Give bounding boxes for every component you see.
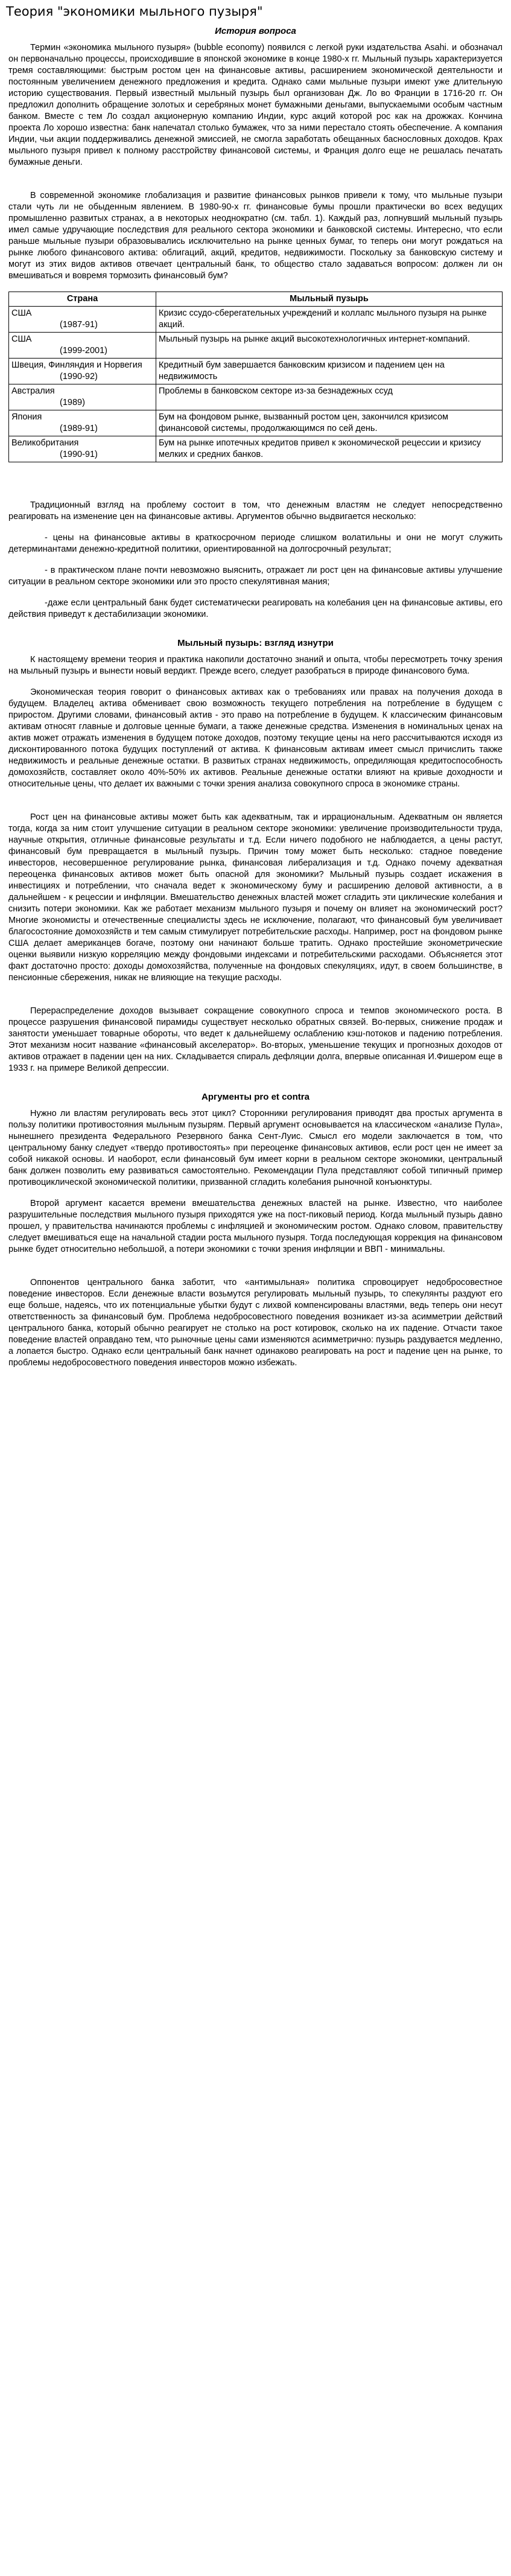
country-name: Япония <box>11 412 42 422</box>
table-row <box>9 410 503 436</box>
country-period: (1999-2001) <box>60 346 107 355</box>
country-name: Великобритания <box>11 438 79 448</box>
table-cell-country <box>9 307 156 333</box>
section-heading-history: История вопроса <box>215 26 296 36</box>
paragraph: Экономическая теория говорит о финансовых активах как о требованиях или правах на получения дохода в будущем. Владелец актива обменивает свою возможность текущего потребления на потребление в будущем с приростом. Другими словами, финансовый актив - это право на потребление в будущем. К классическим финансовым активам относят главные и долговые ценные бумаги, а также денежные средства. Изменения в номинальных ценах на актив может отражать изменения в будущем потоке доходов, поэтому текущие цены на него рассчитываются исходя из дисконтированного потока будущих поступлений от актива. К финансовым активам имеет смысл причислить также недвижимость и реальные денежные остатки. В развитых странах недвижимость, опредиляющая кредитоспособность домохозяйств, составляет около 40%-50% их активов. Реальные денежные остатки влияют на кривые доходности и относительные цены, что делает их важными с точки зрения анализа совокупного спроса в экономике страны. <box>8 687 503 789</box>
column-header-country: Страна <box>9 292 156 307</box>
paragraph: Термин «экономика мыльного пузыря» (bubble economy) появился с легкой руки издательства Asahi. и обозначал он первоначально процессы, происходившие в японской экономике в конце 1980-х гг. Мыльный пузырь характеризуется тремя составляющими: быстрым ростом цен на финансовые активы, расширением экономической деятельности и постоянным увеличением денежного предложения и кредита. Однако сами мыльные пузыри имеют уже длительную историю существования. Первый известный мыльный пузырь был организован Дж. Ло во Франции в 1716-20 гг. Он предложил дополнить обращение золотых и серебряных монет бумажными деньгами, выпускаемыми особым частным банком. Вместе с тем Ло создал акционерную компанию Индии, курс акций которой рос как на дрожжах. Кончина проекта Ло хорошо известна: банк напечатал столько бумажек, что за ними перестало стоять обеспечение. А компания Индии, чьи акции поддерживались денежной эмиссией, не смогла заработать обещанных баснословных доходов. Крах мыльного пузыря привел к полному расстройству финансовой системы, и Франция долго еще не решалась печатать бумажные деньги. <box>8 43 503 167</box>
table-row <box>9 384 503 410</box>
country-period: (1987-91) <box>60 320 98 330</box>
table-row <box>9 333 503 359</box>
bubbles-table <box>8 292 503 462</box>
paragraph: Традиционный взгляд на проблему состоит в том, что денежным властям не следует непосредственно реагировать на изменение цен на финансовые активы. Аргументов обычно выдвигается несколько: <box>8 500 503 521</box>
paragraph: Второй аргумент касается времени вмешательства денежных властей на рынке. Известно, что наиболее разрушительные последствия мыльного пузыря приходятся уже на пост-пиковый период. Когда мыльный пузырь давно прошел, у правительства начинаются проблемы с инфляцией и экономическим ростом. Однако словом, правительству следует вмешиваться еще на начальной стадии роста мыльного пузыря. Тогда последующая коррекция на финансовом рынке будет относительно небольшой, а потери экономики с точки зрения инфляции и ВВП - минимальны. <box>8 1199 503 1254</box>
table-cell-country <box>9 436 156 462</box>
table-cell-country <box>9 410 156 436</box>
table-cell-bubble: Кризис ссудо-сберегательных учреждений и коллапс мыльного пузыря на рынке акций. <box>156 307 503 333</box>
table-row <box>9 307 503 333</box>
paragraph: Рост цен на финансовые активы может быть как адекватным, так и иррациональным. Адекватным он является тогда, когда за ним стоит улучшение ситуации в реальном секторе экономики: увеличение производительности труда, научные открытия, отличные финансовые результаты и т.д. Если ничего подобного не наблюдается, а цены растут, финансовый бум превращается в мыльный пузырь. Причин тому может быть несколько: стадное поведение инвесторов, несовершенное регулирование рынка, финансовая либерализация и т.д. Однако почему адекватная переоценка финансовых активов может быть опасной для экономики? Мыльный пузырь создает искажения в инвестициях и потреблении, что сначала ведет к экономическому буму и расширению деловой активности, а в дальнейшем - к рецессии и инфляции. Вмешательство денежных властей может сгладить эти циклические колебания и снизить потери экономики. Как же работает механизм мыльного пузыря и почему он влияет на экономический рост? Многие экономисты и отечественные специалисты здесь не исключение, полагают, что финансовый бум увеличивает благосостояние домохозяйств и тем самым стимулирует потребительские расходы. Например, рост на фондовом рынке США делает американцев богаче, поэтому они начинают больше тратить. Однако простейшие эконометрические оценки выявили низкую корреляцию между фондовыми индексами и потребительскими расходами. Объясняется этот факт достаточно просто: доходы домохозяйства, полученные на фондовых спекуляциях, идут, в своем большинстве, в пенсионные сбережения, никак не влияющие на текущие расходы. <box>8 812 503 983</box>
column-header-bubble: Мыльный пузырь <box>156 292 503 307</box>
country-name: США <box>11 308 32 318</box>
paragraph: В современной экономике глобализация и развитие финансовых рынков привели к тому, что мыльные пузыри стали чуть ли не обыденным явлением. В 1980-90-х гг. финансовые бумы прошли практически во всех ведущих промышленно развитых странах, а в некоторых неоднократно (см. табл. 1). Каждый раз, лопнувший мыльный пузырь имел самые удручающие последствия для реального сектора экономики и банковской системы. Интересно, что если раньше мыльные пузыри образовывались исключительно на рынке ценных бумаг, то теперь они могут рождаться на рынке любого финансового актива: облигаций, акций, кредитов, недвижимости. Поскольку за банковскую систему и могут из этих видов активов отвечает центральный банк, то общество стало задаваться вопросом: должен ли он вмешиваться и вовремя тормозить финансовый бум? <box>8 191 503 281</box>
country-name: Швеция, Финляндия и Норвегия <box>11 360 142 370</box>
table-cell-bubble: Бум на рынке ипотечных кредитов привел к экономической рецессии и кризису мелких и средних банков. <box>156 436 503 462</box>
table-row <box>9 359 503 384</box>
table-cell-country <box>9 359 156 384</box>
list-item: - в практическом плане почти невозможно выяснить, отражает ли рост цен на финансовые активы улучшение ситуации в реальном секторе экономики или это просто спекулятивная мания; <box>8 566 503 587</box>
table-cell-bubble: Бум на фондовом рынке, вызванный ростом цен, закончился кризисом финансовой системы, продолжающимся по сей день. <box>156 410 503 436</box>
page-title: Теория "экономики мыльного пузыря" <box>6 4 263 19</box>
paragraph: К настоящему времени теория и практика накопили достаточно знаний и опыта, чтобы пересмотреть точку зрения на мыльный пузырь и вынести новый вердикт. Прежде всего, следует разобраться в природе финансового бума. <box>8 655 503 676</box>
list-item: - цены на финансовые активы в краткосрочном периоде слишком волатильны и они не могут служить детерминантами денежно-кредитной политики, ориентированной на долгосрочный результат; <box>8 533 503 554</box>
country-period: (1989-91) <box>60 424 98 433</box>
table-cell-bubble: Мыльный пузырь на рынке акций высокотехнологичных интернет-компаний. <box>156 333 503 359</box>
arguments-list <box>8 532 503 620</box>
country-period: (1989) <box>60 398 85 407</box>
paragraph: Перераспределение доходов вызывает сокращение совокупного спроса и темпов экономического роста. В процессе разрушения финансовой пирамиды существует несколько обратных связей. Во-первых, снижение продаж и занятости уменьшает товарные обороты, что ведет к дальнейшему ослаблению кэш-потоков и падению потребления. Этот механизм носит название «финансовый акселератор». Во-вторых, уменьшение текущих и прогнозных доходов от активов отражает в падении цен на них. Складывается спираль дефляции долга, впервые описанная И.Фишером еще в 1933 г. на примере Великой депрессии. <box>8 1006 503 1073</box>
table-header-row <box>9 292 503 307</box>
table-row <box>9 436 503 462</box>
list-item: -даже если центральный банк будет систематически реагировать на колебания цен на финансовые активы, его действия приведут к дестабилизации экономики. <box>8 598 503 619</box>
paragraph: Оппонентов центрального банка заботит, что «антимыльная» политика спровоцирует недобросовестное поведение инвесторов. Если денежные власти возьмутся регулировать мыльный пузырь, то спекулянты раздуют его еще больше, надеясь, что их потенциальные убытки будут с лихвой компенсированы властями, ведь теперь они несут ответственность за финансовый бум. Проблема недобросовестного поведения возникает из-за асимметрии действий центрального банка, который обычно реагирует не столько на рост котировок, сколько на их падение. Отчасти такое поведение властей оправдано тем, что рыночные цены сами изменяются асимметрично: пузырь раздувается медленно, а лопается быстро. Однако если центральный банк начнет одинаково реагировать на рост и падение цен на рынке, то проблемы недобросовестного поведения инвесторов можно избежать. <box>8 1278 503 1368</box>
country-name: США <box>11 334 32 344</box>
section-heading-pro-contra: Аргументы pro et contra <box>202 1092 309 1102</box>
table-cell-bubble: Проблемы в банковском секторе из-за безнадежных ссуд <box>156 384 503 410</box>
country-period: (1990-91) <box>60 450 98 459</box>
table-cell-country <box>9 384 156 410</box>
paragraph: Нужно ли властям регулировать весь этот цикл? Сторонники регулирования приводят два простых аргумента в пользу политики противостояния мыльным пузырям. Первый аргумент основывается на классическом «анализе Пула», нынешнего президента Федерального Резервного банка Сент-Луис. Смысл его модели заключается в том, что центральному банку следует «твердо противостоять» при переоценке финансовых активов, если рост цен не имеет за собой никакой основы. И наоборот, если финансовый бум имеет корни в реальном секторе экономики, центральный банк должен позволить ему развиваться самостоятельно. Рекомендации Пула представляют собой типичный пример противоциклической экономической политики, призванной сгладить колебания рыночной конъюнктуры. <box>8 1109 503 1187</box>
article-content <box>0 25 511 1369</box>
country-period: (1990-92) <box>60 372 98 381</box>
section-heading-inside: Мыльный пузырь: взгляд изнутри <box>177 638 334 648</box>
table-cell-country <box>9 333 156 359</box>
country-name: Австралия <box>11 386 55 396</box>
table-cell-bubble: Кредитный бум завершается банковским кризисом и падением цен на недвижимость <box>156 359 503 384</box>
